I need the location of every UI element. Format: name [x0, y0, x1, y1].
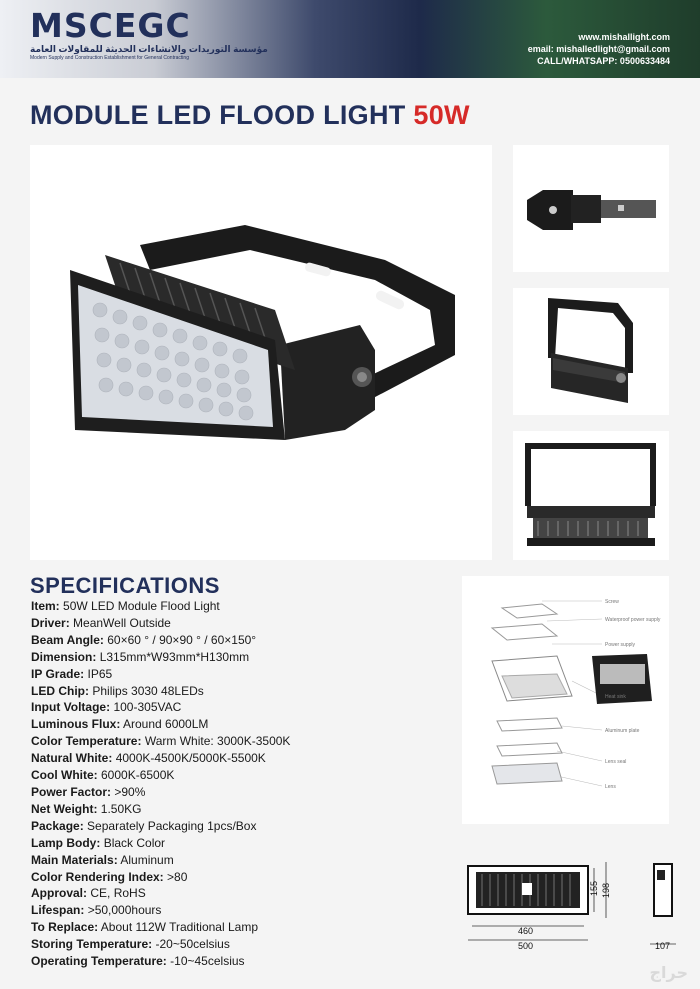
spec-label: Lamp Body:: [31, 835, 101, 850]
spec-row: [31, 902, 451, 919]
spec-value: Around 6000LM: [123, 717, 209, 732]
spec-value: MeanWell Outside: [73, 615, 171, 630]
label-lens-seal: Lens seal: [605, 759, 627, 765]
spec-row: [31, 936, 451, 953]
thumbnail-top-view[interactable]: [513, 431, 669, 560]
spec-label: Beam Angle:: [31, 632, 104, 647]
spec-label: Driver:: [31, 615, 70, 630]
spec-value: 60×60 ° / 90×90 ° / 60×150°: [107, 632, 257, 647]
spec-row: [31, 683, 451, 700]
product-title-wattage: 50W: [413, 100, 470, 130]
dimension-height-inner: 155: [589, 880, 599, 896]
watermark-logo: حراج: [649, 965, 688, 982]
spec-label: Storing Temperature:: [31, 937, 153, 952]
spec-value: 1.50KG: [100, 801, 142, 816]
side-view-illustration: [513, 145, 669, 272]
spec-label: Luminous Flux:: [31, 717, 121, 732]
website-link[interactable]: www.mishallight.com: [578, 32, 670, 42]
logo-text: MSCEGC: [30, 6, 191, 45]
spec-label: Power Factor:: [31, 784, 112, 799]
spec-row: [31, 784, 451, 801]
exploded-diagram[interactable]: [462, 576, 669, 824]
spec-row: [31, 750, 451, 767]
logo-arabic-name: مؤسسة التوريدات والانشاءات الحديثة للمقاولات العامة: [30, 44, 268, 54]
spec-row: [31, 835, 451, 852]
spec-label: IP Grade:: [31, 666, 85, 681]
dimension-drawing[interactable]: [462, 848, 700, 958]
thumbnail-side-view[interactable]: [513, 145, 669, 272]
thumbnail-back-view[interactable]: [513, 288, 669, 415]
spec-value: 6000K-6500K: [101, 768, 175, 783]
exploded-view-illustration: [462, 576, 669, 824]
specifications-heading: SPECIFICATIONS: [30, 573, 220, 598]
spec-row: [31, 953, 451, 970]
spec-label: Dimension:: [31, 649, 97, 664]
spec-value: Black Color: [103, 835, 166, 850]
spec-row: [31, 699, 451, 716]
spec-label: Color Temperature:: [31, 734, 142, 749]
spec-value: >50,000hours: [87, 903, 162, 918]
spec-label: LED Chip:: [31, 683, 89, 698]
spec-row: [31, 869, 451, 886]
spec-value: Aluminum: [120, 852, 174, 867]
specifications-list: [31, 598, 451, 970]
spec-label: Package:: [31, 818, 84, 833]
spec-label: To Replace:: [31, 920, 99, 935]
spec-row: [31, 649, 451, 666]
logo-english-name: Modern Supply and Construction Establishment for General Contracting: [30, 55, 189, 61]
back-view-illustration: [513, 288, 669, 415]
spec-value: -20~50celsius: [155, 937, 230, 952]
top-view-illustration: [513, 431, 669, 560]
spec-value: -10~45celsius: [170, 954, 245, 969]
product-title: [30, 100, 470, 131]
spec-value: L315mm*W93mm*H130mm: [99, 649, 250, 664]
spec-row: [31, 666, 451, 683]
spec-label: Operating Temperature:: [31, 954, 167, 969]
spec-label: Lifespan:: [31, 903, 85, 918]
dimension-width-inner: 460: [518, 926, 534, 936]
phone-number[interactable]: CALL/WHATSAPP: 0500633484: [537, 56, 670, 66]
dimension-height-outer: 198: [601, 882, 611, 898]
spec-value: Philips 3030 48LEDs: [92, 683, 204, 698]
spec-row: [31, 733, 451, 750]
spec-row: [31, 598, 451, 615]
spec-label: Color Rendering Index:: [31, 869, 164, 884]
label-heat-sink: Heat sink: [605, 694, 626, 700]
spec-row: [31, 716, 451, 733]
dimension-depth: 107: [655, 941, 671, 951]
company-logo[interactable]: [30, 6, 268, 61]
spec-value: About 112W Traditional Lamp: [100, 920, 258, 935]
spec-value: Separately Packaging 1pcs/Box: [87, 818, 257, 833]
email-link[interactable]: email: mishalledlight@gmail.com: [527, 44, 670, 54]
spec-label: Main Materials:: [31, 852, 118, 867]
spec-value: >80: [167, 869, 188, 884]
spec-row: [31, 767, 451, 784]
spec-label: Input Voltage:: [31, 700, 111, 715]
flood-light-illustration: [30, 145, 492, 560]
spec-label: Net Weight:: [31, 801, 98, 816]
label-waterproof-power-supply: Waterproof power supply: [605, 617, 661, 623]
spec-value: 4000K-4500K/5000K-5500K: [115, 751, 266, 766]
spec-row: [31, 852, 451, 869]
spec-label: Approval:: [31, 886, 88, 901]
spec-value: Warm White: 3000K-3500K: [144, 734, 291, 749]
spec-value: 50W LED Module Flood Light: [63, 599, 220, 613]
label-screw: Screw: [605, 599, 619, 605]
spec-row: [31, 818, 451, 835]
header-banner: [0, 0, 700, 78]
label-aluminum-plate: Aluminum plate: [605, 728, 640, 734]
contact-block: [528, 31, 670, 67]
dimension-width-outer: 500: [518, 941, 534, 951]
dimension-illustration: [462, 848, 700, 958]
product-title-main: MODULE LED FLOOD LIGHT: [30, 100, 406, 130]
spec-value: >90%: [114, 784, 146, 799]
spec-label: Cool White:: [31, 768, 98, 783]
spec-row: [31, 801, 451, 818]
spec-row: [31, 919, 451, 936]
spec-value: IP65: [87, 666, 113, 681]
spec-value: 100-305VAC: [113, 700, 182, 715]
spec-row: [31, 632, 451, 649]
label-lens: Lens: [605, 784, 616, 790]
label-power-supply: Power supply: [605, 642, 636, 648]
spec-row: [31, 615, 451, 632]
spec-value: CE, RoHS: [90, 886, 146, 901]
main-product-image[interactable]: [30, 145, 492, 560]
spec-row: [31, 885, 451, 902]
spec-label: Item:: [31, 599, 60, 613]
spec-label: Natural White:: [31, 751, 113, 766]
